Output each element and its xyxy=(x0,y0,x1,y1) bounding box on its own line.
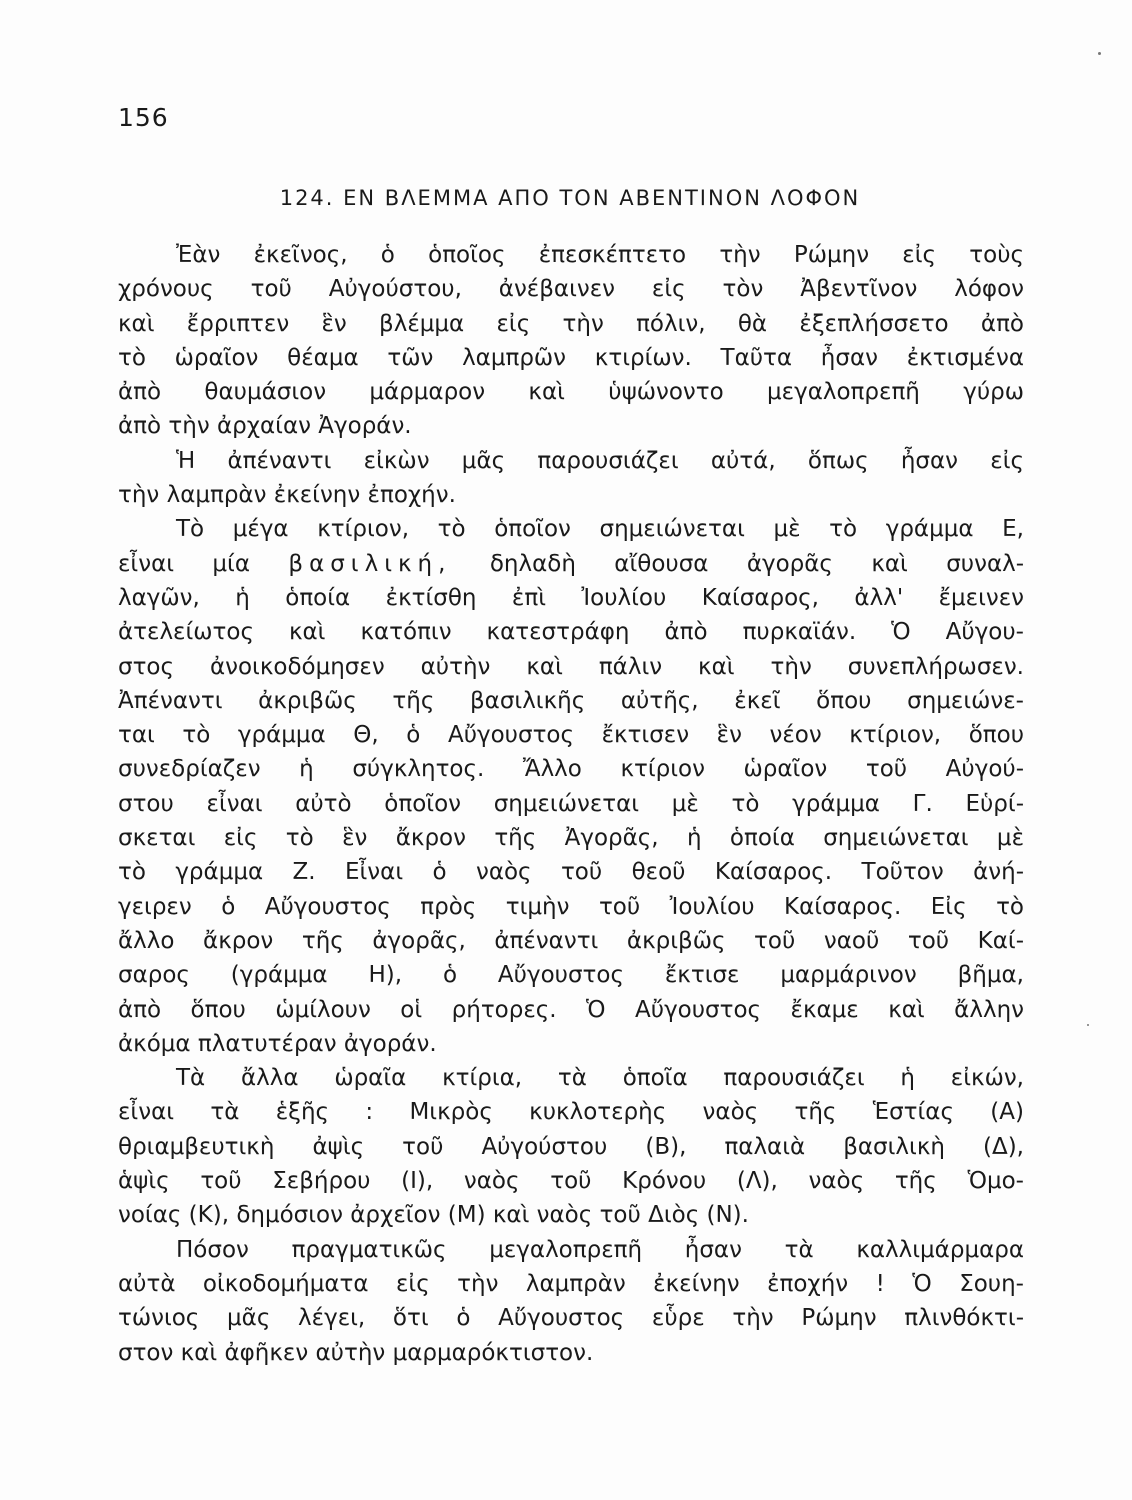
text-line: ἀπὸ θαυμάσιον μάρμαρον καὶ ὑψώνοντο μεγαλοπρεπῆ γύρω xyxy=(118,379,1024,406)
text-line xyxy=(118,547,1024,581)
text-line: ται τὸ γράμμα Θ, ὁ Αὔγουστος ἔκτισεν ἓν νέον κτίριον, ὅπου xyxy=(118,722,1024,749)
text-line: αὐτὰ οἰκοδομήματα εἰς τὴν λαμπρὰν ἐκείνην ἐποχήν ! Ὁ Σουη- xyxy=(118,1270,1024,1297)
text-line: γειρεν ὁ Αὔγουστος πρὸς τιμὴν τοῦ Ἰουλίου Καίσαρος. Εἰς τὸ xyxy=(118,893,1024,920)
paper-speck xyxy=(1098,52,1101,55)
text-line: ἀτελείωτος καὶ κατόπιν κατεστράφη ἀπὸ πυρκαϊάν. Ὁ Αὔγου- xyxy=(118,619,1024,646)
text-line: Τὸ μέγα κτίριον, τὸ ὁποῖον σημειώνεται μὲ τὸ γράμμα Ε, xyxy=(176,516,1024,543)
text-line: εἶναι τὰ ἑξῆς : Μικρὸς κυκλοτερὴς ναὸς τῆς Ἑστίας (Α) xyxy=(118,1099,1024,1126)
text-line: στου εἶναι αὐτὸ ὁποῖον σημειώνεται μὲ τὸ γράμμα Γ. Εὑρί- xyxy=(118,790,1024,817)
text-line: τὸ ὡραῖον θέαμα τῶν λαμπρῶν κτιρίων. Ταῦτα ἦσαν ἐκτισμένα xyxy=(118,344,1024,371)
text-line: στον καὶ ἀφῆκεν αὐτὴν μαρμαρόκτιστον. xyxy=(118,1339,594,1366)
text-line: στος ἀνοικοδόμησεν αὐτὴν καὶ πάλιν καὶ τὴν συνεπλήρωσεν. xyxy=(118,653,1024,680)
paper-speck xyxy=(1087,1024,1089,1026)
text-fragment: δηλαδὴ αἴθουσα ἀγορᾶς καὶ συναλ- xyxy=(489,550,1025,577)
text-line: ἀπὸ ὅπου ὡμίλουν οἱ ρήτορες. Ὁ Αὔγουστος ἔκαμε καὶ ἄλλην xyxy=(118,996,1024,1023)
text-line: Ἡ ἀπέναντι εἰκὼν μᾶς παρουσιάζει αὐτά, ὅπως ἦσαν εἰς xyxy=(176,447,1024,474)
text-line: νοίας (Κ), δημόσιον ἀρχεῖον (Μ) καὶ ναὸς τοῦ Διὸς (Ν). xyxy=(118,1202,749,1229)
text-fragment: εἶναι μία xyxy=(118,550,250,577)
text-line: Ἀπέναντι ἀκριβῶς τῆς βασιλικῆς αὐτῆς, ἐκεῖ ὅπου σημειώνε- xyxy=(118,687,1024,714)
spaced-term: βασιλική, xyxy=(288,550,452,577)
text-line: σαρος (γράμμα Η), ὁ Αὔγουστος ἔκτισε μαρμάρινον βῆμα, xyxy=(118,962,1024,989)
text-line: Τὰ ἄλλα ὡραῖα κτίρια, τὰ ὁποῖα παρουσιάζει ἡ εἰκών, xyxy=(176,1065,1024,1092)
text-line: καὶ ἔρριπτεν ἓν βλέμμα εἰς τὴν πόλιν, θὰ ἐξεπλήσσετο ἀπὸ xyxy=(118,310,1024,337)
text-line: Πόσον πραγματικῶς μεγαλοπρεπῆ ἦσαν τὰ καλλιμάρμαρα xyxy=(176,1236,1024,1263)
text-line: ἄλλο ἄκρον τῆς ἀγορᾶς, ἀπέναντι ἀκριβῶς τοῦ ναοῦ τοῦ Καί- xyxy=(118,927,1024,954)
text-line: Ἐὰν ἐκεῖνος, ὁ ὁποῖος ἐπεσκέπτετο τὴν Ρώμην εἰς τοὺς xyxy=(176,242,1024,268)
text-line: σκεται εἰς τὸ ἓν ἄκρον τῆς Ἀγορᾶς, ἡ ὁποία σημειώνεται μὲ xyxy=(118,825,1024,852)
text-line: λαγῶν, ἡ ὁποία ἐκτίσθη ἐπὶ Ἰουλίου Καίσαρος, ἀλλ' ἔμεινεν xyxy=(118,584,1024,611)
page-number: 156 xyxy=(118,103,169,132)
text-line: τώνιος μᾶς λέγει, ὅτι ὁ Αὔγουστος εὗρε τὴν Ρώμην πλινθόκτι- xyxy=(118,1305,1024,1332)
body-text xyxy=(118,238,1024,1370)
text-line: χρόνους τοῦ Αὐγούστου, ἀνέβαινεν εἰς τὸν Ἀβεντῖνον λόφον xyxy=(118,276,1024,303)
text-line: συνεδρίαζεν ἡ σύγκλητος. Ἄλλο κτίριον ὡραῖον τοῦ Αὐγού- xyxy=(118,756,1024,783)
text-line: ἁψὶς τοῦ Σεβήρου (Ι), ναὸς τοῦ Κρόνου (Λ), ναὸς τῆς Ὁμο- xyxy=(118,1168,1024,1195)
text-line: ἀκόμα πλατυτέραν ἀγοράν. xyxy=(118,1030,437,1057)
section-heading: 124. ΕΝ ΒΛΕΜΜΑ ΑΠΟ ΤΟΝ ΑΒΕΝΤΙΝΟΝ ΛΟΦΟΝ xyxy=(279,186,861,210)
text-line: θριαμβευτικὴ ἀψὶς τοῦ Αὐγούστου (Β), παλαιὰ βασιλικὴ (Δ), xyxy=(118,1133,1024,1160)
text-line: ἀπὸ τὴν ἀρχαίαν Ἀγοράν. xyxy=(118,413,412,440)
text-line: τὸ γράμμα Ζ. Εἶναι ὁ ναὸς τοῦ θεοῦ Καίσαρος. Τοῦτον ἀνή- xyxy=(118,859,1024,886)
text-line: τὴν λαμπρὰν ἐκείνην ἐποχήν. xyxy=(118,482,456,509)
